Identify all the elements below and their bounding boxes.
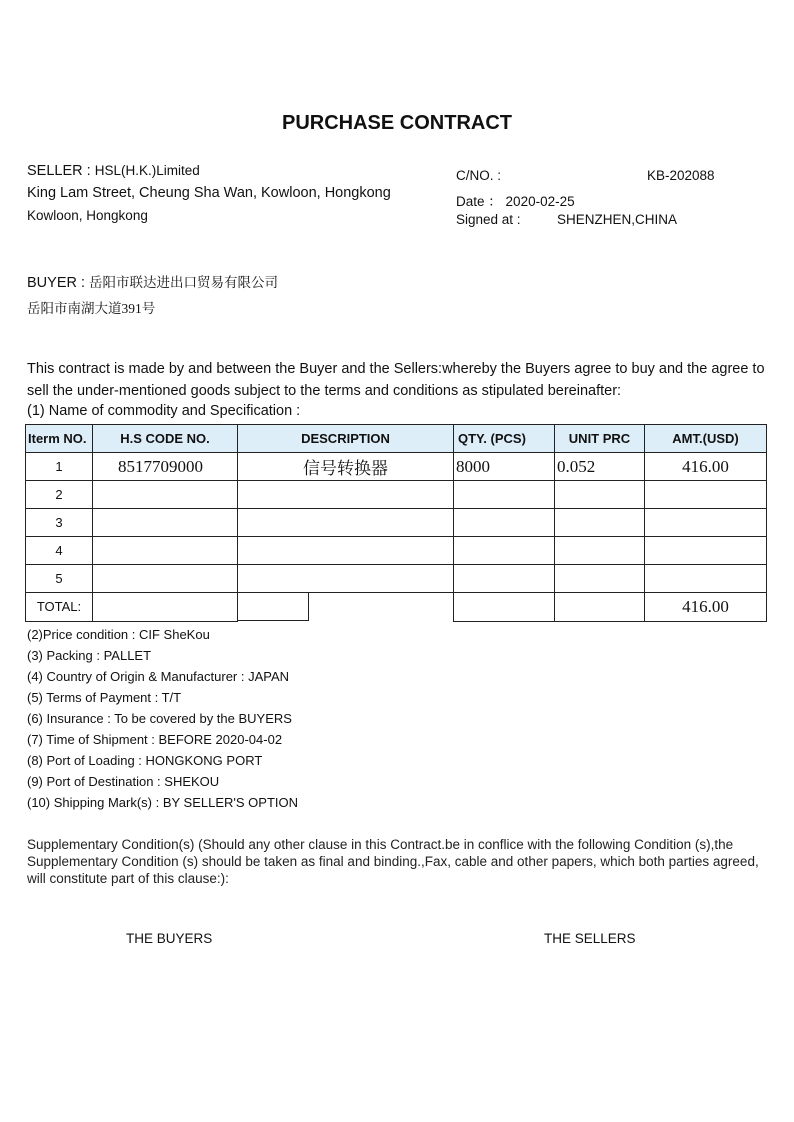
date-label: Date ：: [456, 194, 502, 209]
header-description: DESCRIPTION: [238, 425, 454, 453]
term-payment: (5) Terms of Payment : T/T: [27, 690, 182, 705]
term-shipment-time: (7) Time of Shipment : BEFORE 2020-04-02: [27, 732, 283, 747]
supplementary-conditions: Supplementary Condition(s) (Should any other clause in this Contract.be in conflice with the following Condition (s),the Supplementary Condition (s) should be taken as final and binding.,Fax, cable and other papers, which both parties agreed, will constitute part of this clause:):: [27, 837, 759, 886]
table-row: [26, 509, 767, 537]
contract-date: [456, 190, 575, 210]
cell-item-no: 5: [26, 565, 93, 593]
seller-line: [27, 163, 200, 179]
term-port-of-loading: (8) Port of Loading : HONGKONG PORT: [27, 753, 263, 768]
cell-hs-code: [93, 481, 238, 509]
cell-description: 信号转换器: [238, 453, 454, 481]
buyers-signature-label: THE BUYERS: [126, 931, 213, 946]
cell-hs-code: [93, 537, 238, 565]
cell-description: [238, 537, 454, 565]
total-hs-code-cell: [93, 593, 238, 622]
table-row: [26, 565, 767, 593]
seller-address-line2: Kowloon, Hongkong: [27, 208, 148, 223]
header-hs-code: H.S CODE NO.: [93, 425, 238, 453]
cell-qty: [454, 565, 555, 593]
cell-hs-code: [93, 509, 238, 537]
header-item-no: Iterm NO.: [26, 425, 93, 453]
cell-hs-code: 8517709000: [93, 453, 238, 481]
cell-amount: 416.00: [645, 453, 767, 481]
table-header-row: [26, 425, 767, 453]
cell-amount: [645, 537, 767, 565]
cell-qty: [454, 481, 555, 509]
total-qty-cell: [454, 593, 555, 622]
buyer-label: BUYER :: [27, 275, 86, 291]
cell-unit-price: 0.052: [555, 453, 645, 481]
cell-qty: [454, 509, 555, 537]
cell-item-no: 4: [26, 537, 93, 565]
cell-hs-code: [93, 565, 238, 593]
table-row: [26, 453, 767, 481]
buyer-line: [27, 271, 278, 291]
term-price-condition: (2)Price condition : CIF SheKou: [27, 627, 210, 642]
buyer-address: 岳阳市南湖大道391号: [27, 301, 156, 316]
terms-list: [27, 624, 298, 813]
table-row: [26, 537, 767, 565]
seller-label: SELLER :: [27, 163, 91, 179]
table-total-row: [26, 593, 767, 622]
total-unit-price-cell: [555, 593, 645, 622]
intro-paragraph: This contract is made by and between the Buyer and the Sellers:whereby the Buyers agree to buy and the agree to sell the under-mentioned goods subject to the terms and conditions as stipulated bereinafter:: [27, 361, 765, 399]
term-insurance: (6) Insurance : To be covered by the BUYERS: [27, 711, 292, 726]
seller-name: HSL(H.K.)Limited: [94, 163, 200, 178]
cell-unit-price: [555, 509, 645, 537]
date-value: 2020-02-25: [505, 194, 575, 209]
cell-item-no: 1: [26, 453, 93, 481]
cell-description: [238, 481, 454, 509]
total-label: TOTAL:: [26, 593, 93, 622]
section-commodity-heading: (1) Name of commodity and Specification :: [27, 403, 301, 419]
buyer-name: 岳阳市联达进出口贸易有限公司: [89, 275, 279, 290]
term-shipping-mark: (10) Shipping Mark(s) : BY SELLER'S OPTION: [27, 795, 299, 810]
header-qty: QTY. (PCS): [454, 425, 555, 453]
term-origin: (4) Country of Origin & Manufacturer : JAPAN: [27, 669, 290, 684]
cell-item-no: 2: [26, 481, 93, 509]
contract-number-value: KB-202088: [647, 168, 715, 183]
total-box: [238, 593, 309, 621]
total-amount: 416.00: [645, 593, 767, 622]
header-amount: AMT.(USD): [645, 425, 767, 453]
cell-unit-price: [555, 481, 645, 509]
sellers-signature-label: THE SELLERS: [544, 931, 636, 946]
cell-description: [238, 509, 454, 537]
document-title: PURCHASE CONTRACT: [282, 112, 512, 134]
cell-unit-price: [555, 565, 645, 593]
items-table: [25, 424, 767, 622]
cell-amount: [645, 509, 767, 537]
signed-at-value: SHENZHEN,CHINA: [557, 212, 678, 227]
cell-qty: [454, 537, 555, 565]
table-row: [26, 481, 767, 509]
term-packing: (3) Packing : PALLET: [27, 648, 152, 663]
header-unit-price: UNIT PRC: [555, 425, 645, 453]
signed-at-label: Signed at :: [456, 212, 521, 227]
contract-number-label: C/NO. :: [456, 168, 502, 183]
cell-amount: [645, 565, 767, 593]
cell-qty: 8000: [454, 453, 555, 481]
cell-amount: [645, 481, 767, 509]
seller-address-line1: King Lam Street, Cheung Sha Wan, Kowloon, Hongkong: [27, 185, 391, 201]
term-port-of-destination: (9) Port of Destination : SHEKOU: [27, 774, 220, 789]
cell-description: [238, 565, 454, 593]
total-description-cell: [238, 593, 454, 622]
cell-item-no: 3: [26, 509, 93, 537]
cell-unit-price: [555, 537, 645, 565]
